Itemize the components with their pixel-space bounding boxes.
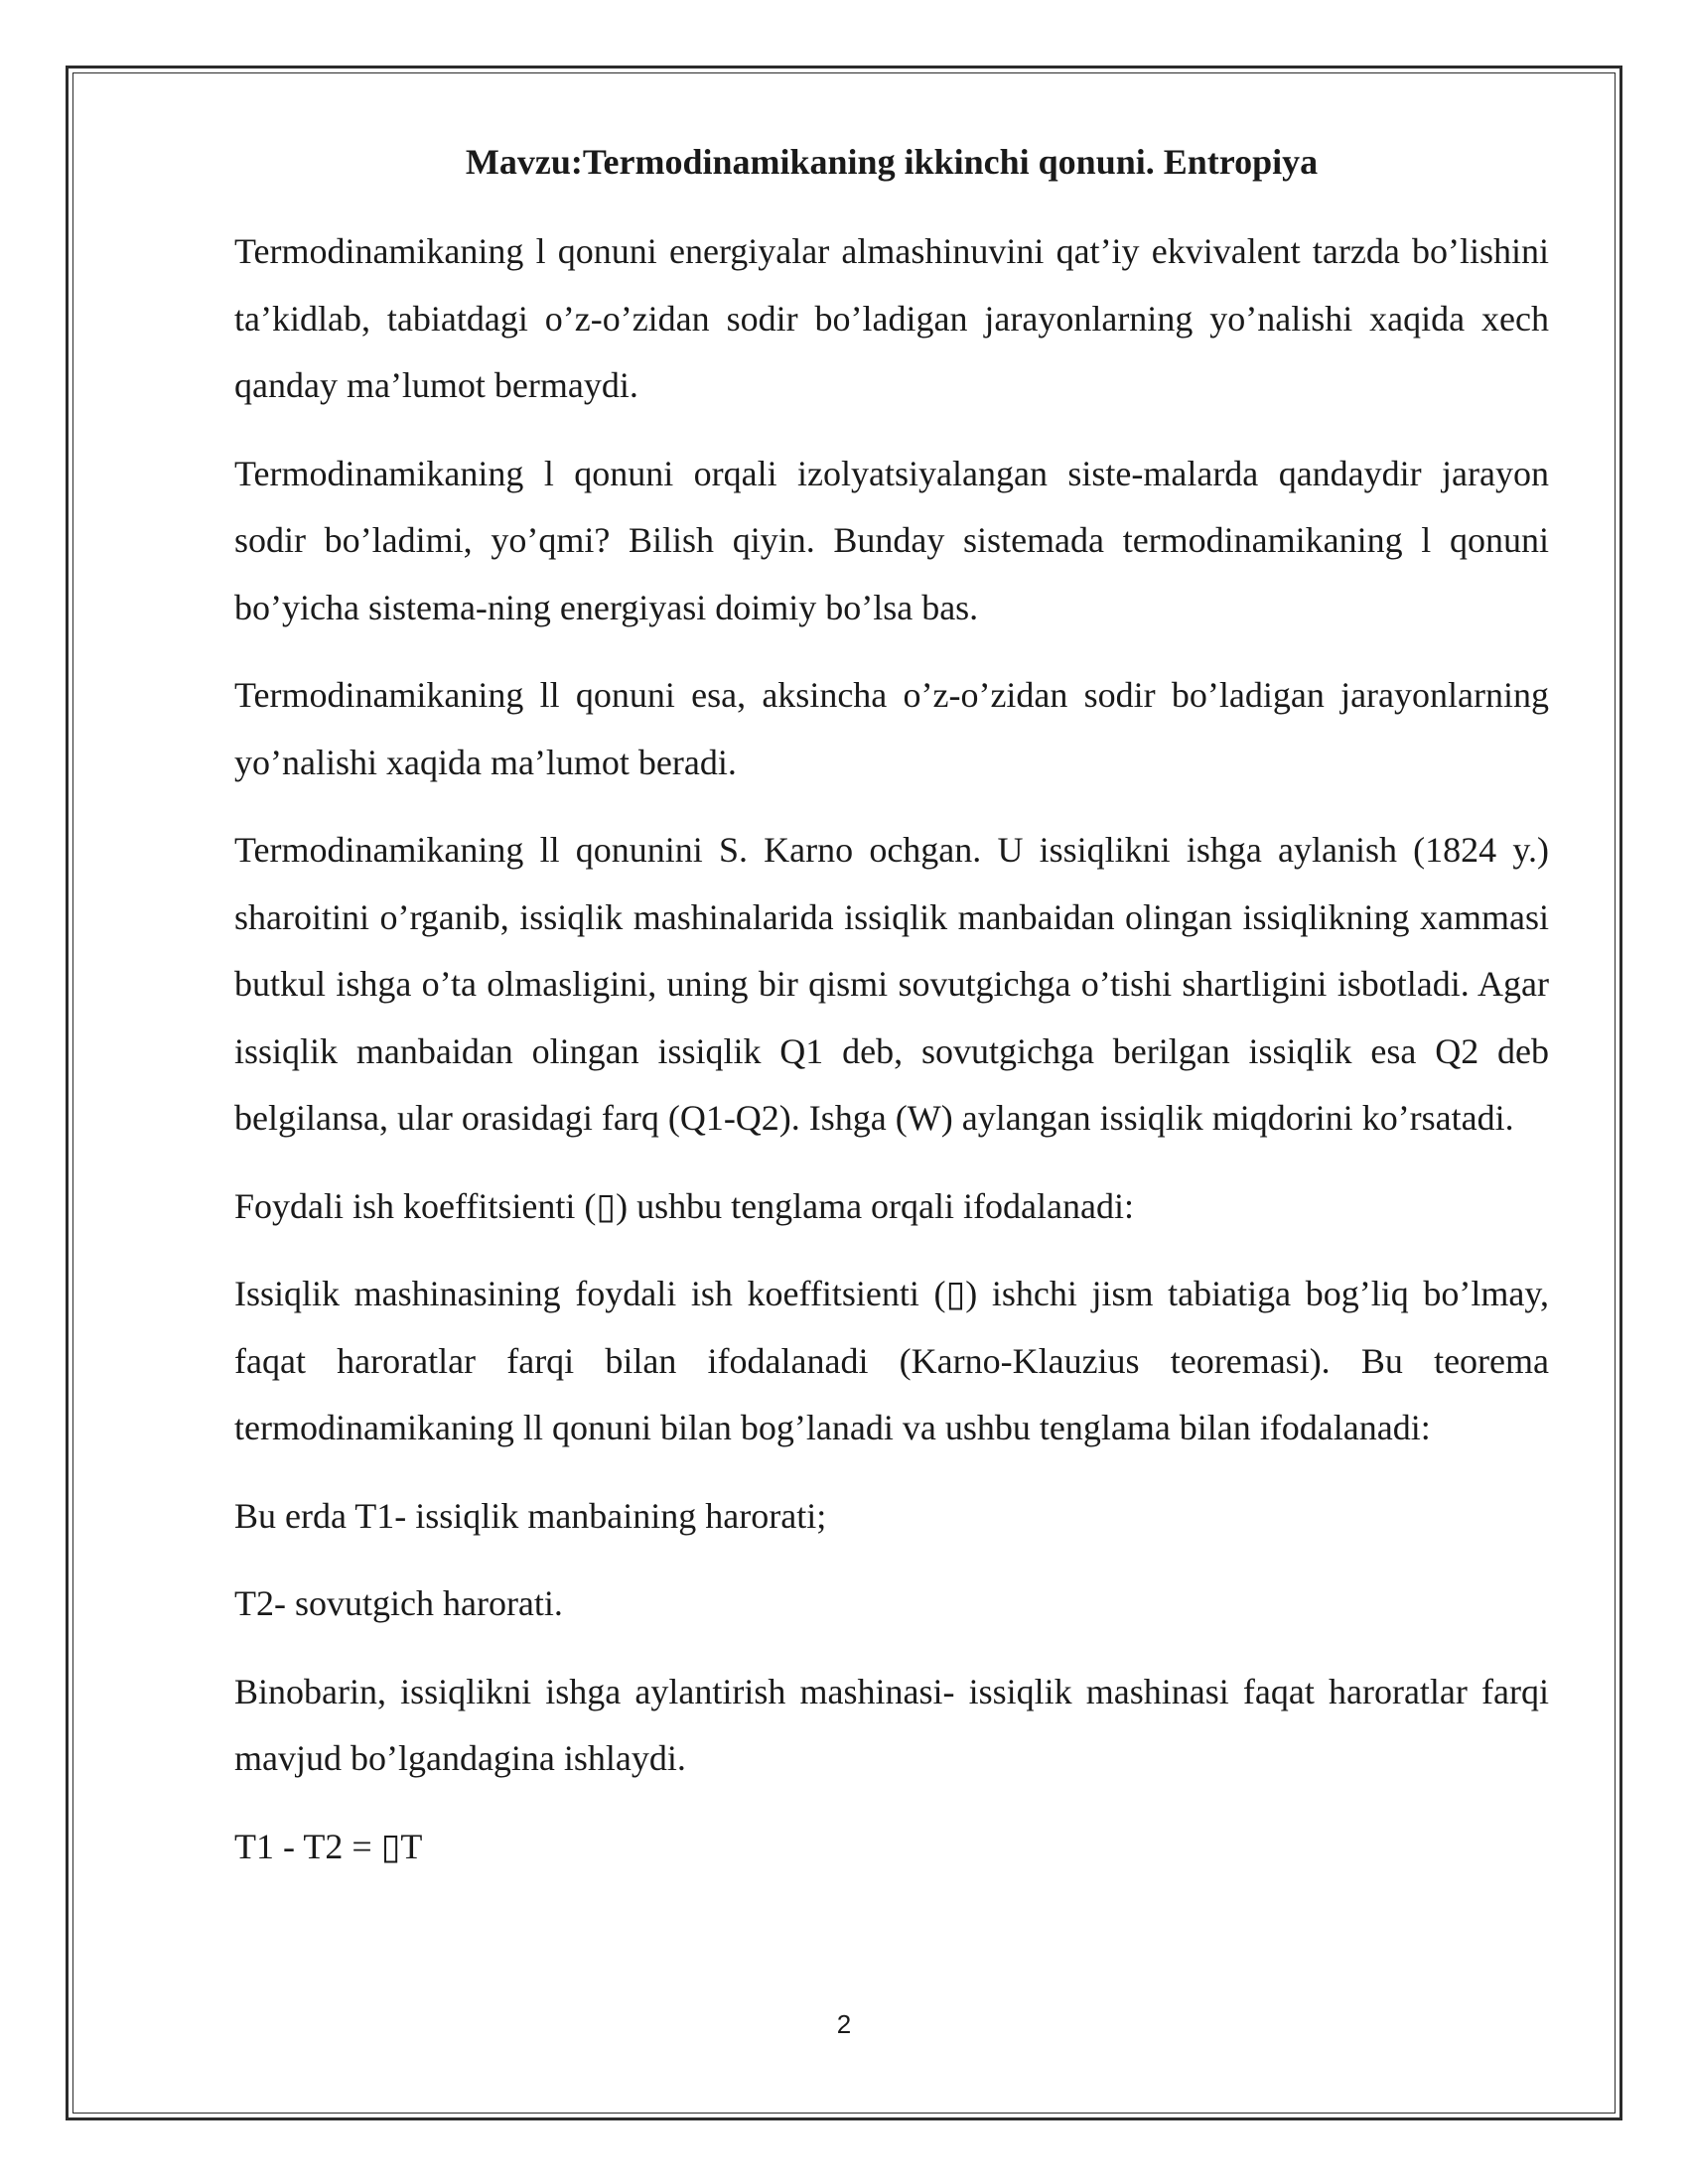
paragraph-second-law-direction: Termodinamikaning ll qonuni esa, aksincha o’z-o’zidan sodir bo’ladigan jarayonlarning yo’nalishi xaqida ma’lumot beradi. [234, 675, 1549, 782]
paragraph-t1-definition: Bu erda T1- issiqlik manbaining harorati; [234, 1495, 827, 1536]
page-number: 2 [836, 2009, 852, 2039]
paragraph-t2-definition: T2- sovutgich harorati. [234, 1583, 563, 1623]
paragraph-first-law-intro: Termodinamikaning l qonuni energiyalar almashinuvini qat’iy ekvivalent tarzda bo’lishini ta’kidlab, tabiatdagi o’z-o’zidan sodir bo’ladigan jarayonlarning yo’nalishi xaqida xech qanday ma’lumot bermaydi. [234, 231, 1549, 405]
paragraph-efficiency-equation: Foydali ish koeffitsienti (▯) ushbu tenglama orqali ifodalanadi: [234, 1185, 1134, 1226]
paragraph-carnot-clausius: Issiqlik mashinasining foydali ish koeffitsienti (▯) ishchi jism tabiatiga bog’liq bo’lmay, faqat haroratlar farqi bilan ifodalanadi (Karno-Klauzius teoremasi). Bu teorema termodinamikaning ll qonuni bilan bog’lanadi va ushbu tenglama bilan ifodalanadi: [234, 1274, 1549, 1447]
document-body [234, 133, 1549, 1901]
paragraph-conclusion: Binobarin, issiqlikni ishga aylantirish mashinasi- issiqlik mashinasi faqat haroratlar farqi mavjud bo’lgandagina ishlaydi. [234, 1671, 1549, 1778]
document-title: Mavzu:Termodinamikaning ikkinchi qonuni. Entropiya [465, 142, 1319, 182]
paragraph-carnot: Termodinamikaning ll qonunini S. Karno ochgan. U issiqlikni ishga aylanish (1824 y.) sharoitini o’rganib, issiqlik mashinalarida issiqlik manbaidan olingan issiqlikning xammasi butkul ishga o’ta olmasligini, uning bir qismi sovutgichga o’tishi shartligini isbotladi. Agar issiqlik manbaidan olingan issiqlik Q1 deb, sovutgichga berilgan issiqlik esa Q2 deb belgilansa, ular orasidagi farq (Q1-Q2). Ishga (W) aylangan issiqlik miqdorini ko’rsatadi. [234, 830, 1549, 1138]
temperature-difference-formula: T1 - T2 = ▯T [234, 1826, 423, 1866]
paragraph-isolated-systems: Termodinamikaning l qonuni orqali izolyatsiyalangan siste-malarda qandaydir jarayon sodir bo’ladimi, yo’qmi? Bilish qiyin. Bunday sistemada termodinamikaning l qonuni bo’yicha sistema-ning energiyasi doimiy bo’lsa bas. [234, 453, 1549, 627]
